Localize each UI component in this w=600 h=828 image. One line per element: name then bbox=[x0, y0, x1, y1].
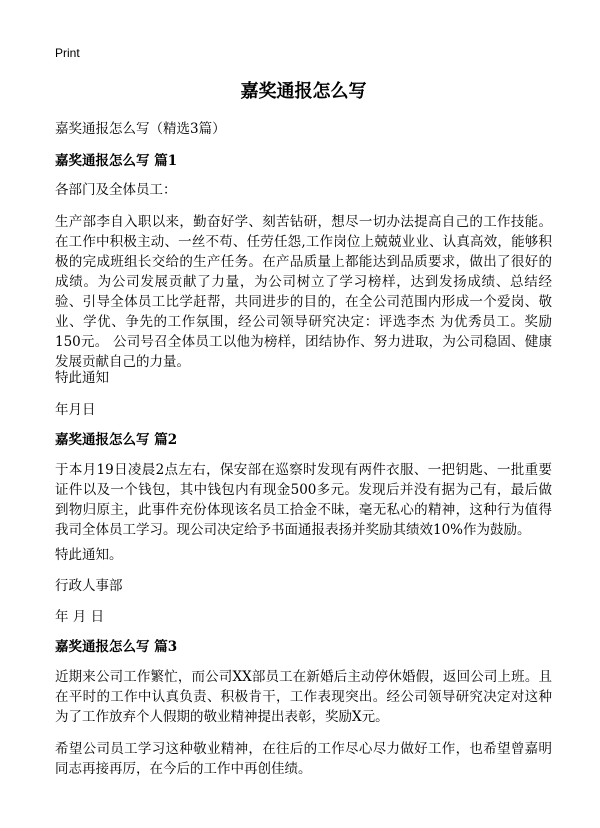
section-3-closing: 希望公司员工学习这种敬业精神，在往后的工作尽心尽力做好工作，也希望曾嘉明同志再接再厉，在今后的工作中再创佳绩。 bbox=[55, 741, 552, 777]
section-heading-3: 嘉奖通报怎么写 篇3 bbox=[55, 639, 178, 655]
section-2-notice: 特此通知。 bbox=[55, 547, 123, 563]
section-heading-2: 嘉奖通报怎么写 篇2 bbox=[55, 432, 178, 448]
section-2-body: 于本月19日凌晨2点左右，保安部在巡察时发现有两件衣服、一把钥匙、一批重要证件以及一个钱包，其中钱包内有现金500多元。发现后并没有据为己有，最后做到物归原主，此事件充份体现该名员工拾金不昧，毫无私心的精神，这种行为值得我司全体员工学习。现公司决定给予书面通报表扬并奖励其绩效10%作为鼓励。 bbox=[55, 462, 552, 538]
section-2-department: 行政人事部 bbox=[55, 578, 123, 594]
section-heading-1: 嘉奖通报怎么写 篇1 bbox=[55, 153, 178, 169]
salutation: 各部门及全体员工： bbox=[55, 182, 177, 198]
section-2-date: 年 月 日 bbox=[55, 609, 105, 625]
page-title: 嘉奖通报怎么写 bbox=[240, 81, 367, 102]
section-1-date: 年月日 bbox=[55, 402, 96, 418]
document-subtitle: 嘉奖通报怎么写（精选3篇） bbox=[55, 121, 226, 137]
section-1-notice: 特此通知 bbox=[55, 370, 109, 386]
section-1-body: 生产部李自入职以来，勤奋好学、刻苦钻研，想尽一切办法提高自己的工作技能。在工作中积极主动、一丝不苟、任劳任怨,工作岗位上兢兢业业、认真高效，能够积极的完成班组长交给的生产任务。在产品质量上都能达到品质要求，做出了很好的成绩。为公司发展贡献了力量，为公司树立了学习榜样，达到发扬成绩、总结经验、引导全体员工比学赶帮，共同进步的目的，在全公司范围内形成一个爱岗、敬业、学优、争先的工作氛围，经公司领导研究决定：评选李杰 为优秀员工。奖励150元。 公司号召全体员工以他为榜样，团结协作、努力进取，为公司稳固、健康发展贡献自己的力量。 bbox=[55, 214, 552, 370]
section-3-body: 近期来公司工作繁忙，而公司XX部员工在新婚后主动停休婚假，返回公司上班。且在平时的工作中认真负责、积极肯干，工作表现突出。经公司领导研究决定对这种为了工作放弃个人假期的敬业精神提出表彰，奖励X元。 bbox=[55, 669, 552, 725]
print-link[interactable]: Print bbox=[55, 46, 80, 60]
